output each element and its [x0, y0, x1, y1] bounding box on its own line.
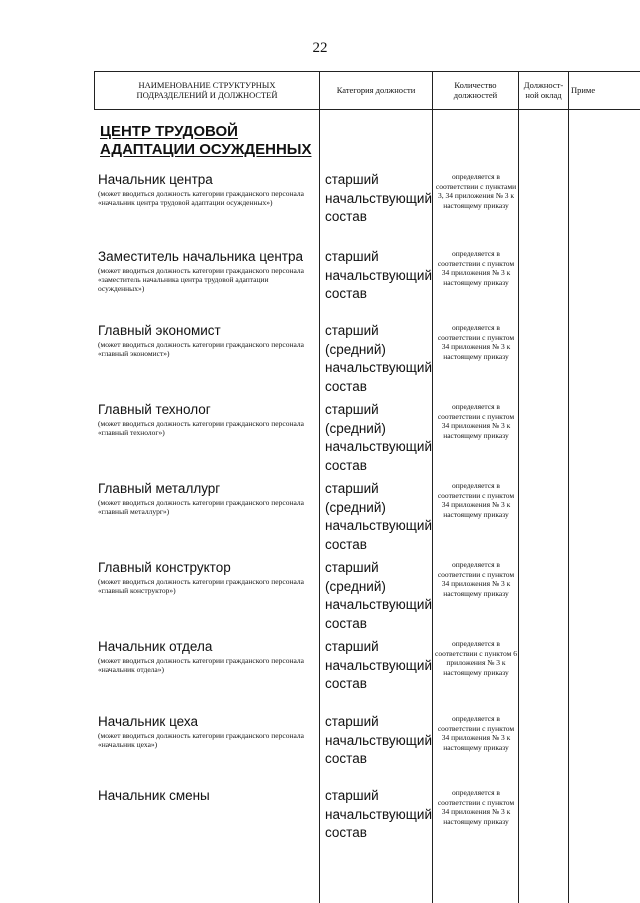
position-name: Главный технолог — [98, 402, 211, 417]
page-number: 22 — [312, 40, 328, 56]
header-count: Количество должностей — [453, 80, 498, 100]
position-name: Начальник отдела — [98, 639, 213, 654]
position-count: определяется в соответствии с пунктом 34 приложения № 3 к настоящему приказу — [437, 481, 515, 519]
position-note: (может вводиться должность категории гражданского персонала «главный экономист») — [98, 340, 304, 358]
position-note: (может вводиться должность категории гражданского персонала «начальник цеха») — [98, 731, 304, 749]
position-category: старший (средний) начальствующий состав — [325, 323, 432, 394]
position-count: определяется в соответствии с пунктом 34 приложения № 3 к настоящему приказу — [437, 714, 515, 752]
position-name: Начальник центра — [98, 172, 213, 187]
section-title — [100, 123, 311, 159]
position-note: (может вводиться должность категории гражданского персонала «главный технолог») — [98, 419, 304, 437]
position-name: Начальник смены — [98, 788, 210, 803]
position-note: (может вводиться должность категории гражданского персонала «заместитель начальника центра трудовой адаптации осужденных») — [98, 266, 304, 293]
section-title-line-1: ЦЕНТР ТРУДОВОЙ — [100, 123, 238, 140]
position-count: определяется в соответствии с пунктом 34 приложения № 3 к настоящему приказу — [437, 788, 515, 826]
header-notes: Приме — [571, 85, 596, 95]
position-note: (может вводиться должность категории гражданского персонала «начальник центра трудовой адаптации осужденных») — [98, 189, 304, 207]
column-divider-3 — [518, 71, 519, 903]
section-title-line-2: АДАПТАЦИИ ОСУЖДЕННЫХ — [100, 141, 312, 158]
position-name: Заместитель начальника центра — [98, 249, 303, 264]
position-category: старший начальствующий состав — [325, 788, 432, 840]
position-count: определяется в соответствии с пунктом 34 приложения № 3 к настоящему приказу — [437, 560, 515, 598]
position-note: (может вводиться должность категории гражданского персонала «главный конструктор») — [98, 577, 304, 595]
position-count: определяется в соответствии с пунктами 3, 34 приложения № 3 к настоящему приказу — [435, 172, 517, 210]
column-divider-4 — [568, 71, 569, 903]
position-count: определяется в соответствии с пунктом 34 приложения № 3 к настоящему приказу — [437, 249, 515, 287]
position-category: старший начальствующий состав — [325, 172, 432, 224]
position-category: старший начальствующий состав — [325, 249, 432, 301]
staff-table — [94, 71, 640, 903]
column-divider-1 — [319, 71, 320, 903]
position-category: старший (средний) начальствующий состав — [325, 560, 432, 631]
position-category: старший начальствующий состав — [325, 714, 432, 766]
position-category: старший (средний) начальствующий состав — [325, 402, 432, 473]
position-category: старший начальствующий состав — [325, 639, 432, 691]
header-bottom-border — [94, 109, 640, 110]
table-top-border — [94, 71, 640, 72]
position-name: Главный экономист — [98, 323, 221, 338]
position-note: (может вводиться должность категории гражданского персонала «начальник отдела») — [98, 656, 304, 674]
position-note: (может вводиться должность категории гражданского персонала «главный металлург») — [98, 498, 304, 516]
header-salary: Должност-ной оклад — [523, 80, 564, 100]
position-name: Главный металлург — [98, 481, 221, 496]
header-category: Категория должности — [336, 85, 416, 95]
position-name: Главный конструктор — [98, 560, 231, 575]
position-count: определяется в соответствии с пунктом 34 приложения № 3 к настоящему приказу — [437, 402, 515, 440]
header-position: НАИМЕНОВАНИЕ СТРУКТУРНЫХ ПОДРАЗДЕЛЕНИЙ И ДОЛЖНОСТЕЙ — [136, 80, 278, 100]
position-count: определяется в соответствии с пунктом 6 приложения № 3 к настоящему приказу — [435, 639, 517, 677]
position-category: старший (средний) начальствующий состав — [325, 481, 432, 552]
position-count: определяется в соответствии с пунктом 34 приложения № 3 к настоящему приказу — [437, 323, 515, 361]
position-name: Начальник цеха — [98, 714, 198, 729]
